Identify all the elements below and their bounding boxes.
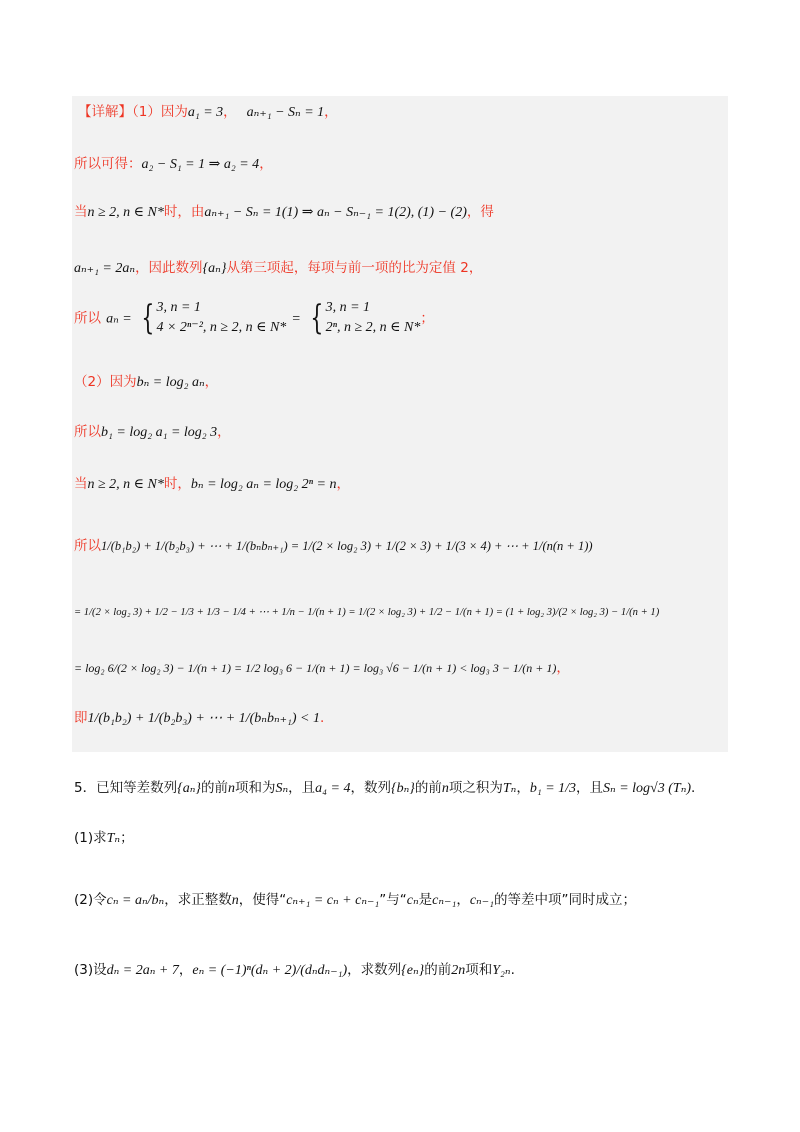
text: (3)设 <box>74 962 107 978</box>
cases-1 <box>156 298 286 338</box>
text: ，求数列 <box>347 962 402 978</box>
problem-part-1 <box>74 826 134 847</box>
solution-line-11 <box>74 656 570 676</box>
math: Tₙ <box>502 781 517 796</box>
solution-line-9 <box>74 534 593 554</box>
text: ， <box>456 892 470 908</box>
math: n <box>227 781 235 796</box>
math: eₙ = (−1)ⁿ(dₙ + 2)/(dₙdₙ₋₁) <box>192 963 348 978</box>
text: 所以 <box>74 538 101 554</box>
text: 时， <box>163 476 191 492</box>
solution-line-12 <box>74 706 324 727</box>
math: n <box>231 893 239 908</box>
case: 4 × 2ⁿ⁻², n ≥ 2, n ∈ N* <box>156 320 287 335</box>
text: ， <box>324 104 338 120</box>
math: Sₙ <box>275 781 289 796</box>
problem-statement <box>74 776 695 797</box>
text: ， <box>178 962 193 978</box>
text: ， <box>259 156 273 172</box>
problem-part-3 <box>74 958 515 979</box>
math: aₙ₊₁ = 2aₙ <box>74 261 136 276</box>
case: 3, n = 1 <box>156 300 201 315</box>
math: cₙ₋₁ <box>469 893 494 908</box>
text: (2)令 <box>74 892 107 908</box>
math: a₂ − S₁ = 1 ⇒ a₂ = 4 <box>141 157 260 172</box>
solution-line-3 <box>74 200 494 221</box>
solution-line-8 <box>74 472 350 493</box>
math: 2n <box>451 963 466 978</box>
text: 的前 <box>424 962 452 978</box>
math: aₙ₊₁ − Sₙ = 1(1) ⇒ aₙ − Sₙ₋₁ = 1(2), (1) − (2) <box>204 205 467 220</box>
math: bₙ = log₂ aₙ <box>136 375 205 390</box>
math: a₄ = 4 <box>315 781 351 796</box>
text: 的前 <box>414 780 442 796</box>
text: 的等差中项”同时成立； <box>493 892 636 908</box>
math: n ≥ 2, n ∈ N* <box>87 205 164 220</box>
text: ”与“ <box>379 892 407 908</box>
text: 是 <box>418 892 433 908</box>
text: 所以可得： <box>74 156 142 172</box>
math: bₙ = log₂ aₙ = log₂ 2ⁿ = n <box>190 477 337 492</box>
math: n ≥ 2, n ∈ N* <box>87 477 164 492</box>
text: 的前 <box>200 780 228 796</box>
text: 已知等差数列 <box>96 780 178 796</box>
text: 项和为 <box>234 780 276 796</box>
text: 项和 <box>465 962 493 978</box>
solution-line-4 <box>74 256 482 277</box>
math: a₁ = 3 <box>187 105 224 120</box>
problem-number: 5． <box>74 780 97 796</box>
telescoping-expression: = 1/(2 × log₂ 3) + 1/2 − 1/3 + 1/3 − 1/4 + ⋯ + 1/n − 1/(n + 1) = 1/(2 × log₂ 3) + 1/2 − 1/(n + 1) = (1 + log₂ 3)/(2 × log₂ 3) − 1/(n + 1) <box>74 607 660 618</box>
text: ， <box>556 660 570 676</box>
math: dₙ = 2aₙ + 7 <box>106 963 179 978</box>
text: ， <box>516 780 530 796</box>
math: b₁ = log₂ a₁ = log₂ 3 <box>101 425 218 440</box>
solution-heading: 【详解】（1）因为 <box>78 104 188 120</box>
math: cₙ <box>406 893 419 908</box>
text: 所以 <box>74 424 101 440</box>
math: Tₙ <box>106 831 121 846</box>
text: . <box>691 780 696 796</box>
math: Sₙ = log√3 (Tₙ) <box>603 781 692 796</box>
text: 从第三项起，每项与前一项的比为定值 2， <box>226 260 483 276</box>
text: . <box>510 962 515 978</box>
text: ，因此数列 <box>135 260 203 276</box>
text: （2）因为 <box>74 374 137 390</box>
text: . <box>320 710 325 726</box>
math: {eₙ} <box>401 963 425 978</box>
math: {aₙ} <box>177 781 201 796</box>
solution-line-5 <box>74 298 434 338</box>
text: 项之积为 <box>448 780 503 796</box>
left-brace: { <box>310 298 324 338</box>
text: 当 <box>74 204 88 220</box>
problem-part-2 <box>74 888 636 909</box>
case: 3, n = 1 <box>325 300 371 315</box>
text: ， <box>336 476 351 492</box>
text: 当 <box>74 476 88 492</box>
math: = <box>291 311 301 327</box>
solution-line-10 <box>74 600 659 619</box>
text: ，数列 <box>350 780 391 796</box>
math: aₙ₊₁ − Sₙ = 1 <box>246 105 325 120</box>
text: ，且 <box>288 780 316 796</box>
log-expression: = log₂ 6/(2 × log₂ 3) − 1/(n + 1) = 1/2 log₃ 6 − 1/(n + 1) = log₃ √6 − 1/(n + 1) < log₃ 3 − 1/(n + 1) <box>74 661 557 675</box>
case: 2ⁿ, n ≥ 2, n ∈ N* <box>325 320 421 335</box>
math: Y₂ₙ <box>492 963 511 978</box>
text: ， <box>223 104 237 120</box>
solution-line-1 <box>78 100 338 121</box>
math: cₙ₋₁ <box>432 893 457 908</box>
text: 所以 <box>74 310 101 327</box>
math: b₁ = 1/3 <box>529 781 577 796</box>
text: 时，由 <box>163 204 205 220</box>
math: {bₙ} <box>390 781 415 796</box>
text: 即 <box>74 710 88 726</box>
text: ， <box>204 374 219 390</box>
solution-line-6 <box>74 370 218 391</box>
math: aₙ = <box>106 311 132 327</box>
cases-2 <box>326 298 421 338</box>
math: n <box>441 781 449 796</box>
text: (1)求 <box>74 830 107 846</box>
left-brace: { <box>141 298 155 338</box>
sum-expression: 1/(b₁b₂) + 1/(b₂b₃) + ⋯ + 1/(bₙbₙ₊₁) = 1/(2 × log₂ 3) + 1/(2 × 3) + 1/(3 × 4) + ⋯ + 1/(n(n + 1)) <box>101 539 593 553</box>
text: ； <box>420 310 434 327</box>
text: ，求正整数 <box>164 892 232 908</box>
math: cₙ = aₙ/bₙ <box>106 893 165 908</box>
text: ， <box>217 424 231 440</box>
solution-line-7 <box>74 420 231 441</box>
text: ，使得“ <box>238 892 287 908</box>
text: ，且 <box>576 780 604 796</box>
text: ，得 <box>466 204 494 220</box>
text: ； <box>120 830 134 846</box>
math: cₙ₊₁ = cₙ + cₙ₋₁ <box>286 893 380 908</box>
inequality-expression: 1/(b₁b₂) + 1/(b₂b₃) + ⋯ + 1/(bₙbₙ₊₁) < 1 <box>87 711 321 726</box>
math: {aₙ} <box>202 261 227 276</box>
solution-line-2 <box>74 152 273 173</box>
